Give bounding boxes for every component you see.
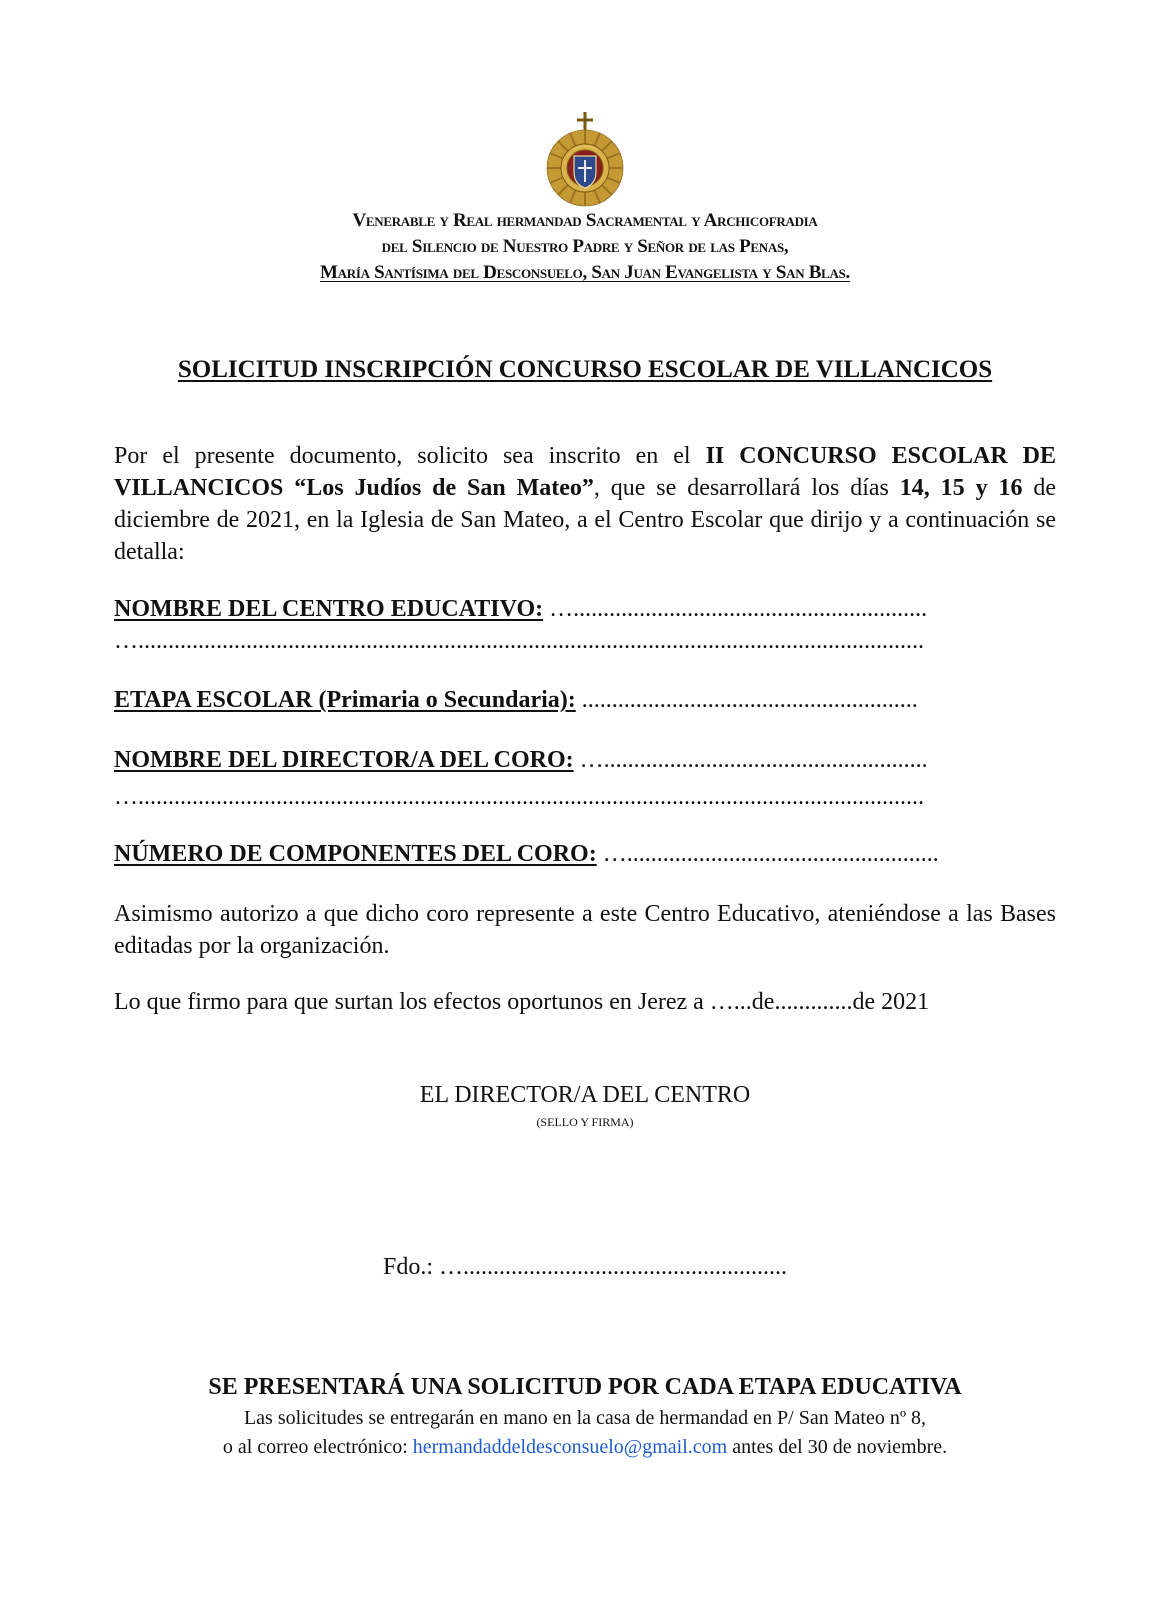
seal-note: (SELLO Y FIRMA) xyxy=(536,1115,634,1129)
director-coro-blank-2[interactable]: …................................................................................................................................... xyxy=(114,784,924,810)
director-coro-blank[interactable]: …...................................................... xyxy=(579,747,928,773)
etapa-escolar-blank[interactable]: ........................................................ xyxy=(581,687,918,713)
footer-email-line: o al correo electrónico: hermandaddeldesconsuelo@gmail.com antes del 30 de noviembre. xyxy=(222,1436,948,1458)
director-coro-field[interactable] xyxy=(114,745,928,775)
director-coro-label: NOMBRE DEL DIRECTOR/A DEL CORO: xyxy=(114,747,574,773)
brotherhood-name-line-1: Venerable y Real hermandad Sacramental y Archicofradia xyxy=(352,210,818,231)
brotherhood-crest-icon xyxy=(543,110,627,210)
componentes-coro-blank[interactable]: ….................................................... xyxy=(602,841,939,867)
centro-educativo-blank[interactable]: …........................................................... xyxy=(549,596,928,622)
centro-educativo-blank-2[interactable]: …................................................................................................................................... xyxy=(114,628,924,654)
email-link[interactable]: hermandaddeldesconsuelo@gmail.com xyxy=(412,1436,728,1458)
authorization-paragraph: Asimismo autorizo a que dicho coro represente a este Centro Educativo, ateniéndose a las Bases editadas por la organización. xyxy=(114,901,1056,959)
footer-delivery-line: Las solicitudes se entregarán en mano en la casa de hermandad en P/ San Mateo nº 8, xyxy=(243,1407,927,1429)
componentes-coro-label: NÚMERO DE COMPONENTES DEL CORO: xyxy=(114,841,597,867)
intro-paragraph: Por el presente documento, solicito sea inscrito en el II CONCURSO ESCOLAR DE VILLANCICOS “Los Judíos de San Mateo”, que se desarrollará los días 14, 15 y 16 de diciembre de 2021, en la Iglesia de San Mateo, a el Centro Escolar que dirijo y a continuación se detalla: xyxy=(114,443,1057,565)
componentes-coro-field[interactable] xyxy=(114,839,939,869)
director-title: EL DIRECTOR/A DEL CENTRO xyxy=(419,1082,751,1108)
brotherhood-name-line-3: María Santísima del Desconsuelo, San Juan Evangelista y San Blas. xyxy=(320,262,850,283)
brotherhood-name-line-2: del Silencio de Nuestro Padre y Señor de las Penas, xyxy=(381,236,789,257)
document-title: SOLICITUD INSCRIPCIÓN CONCURSO ESCOLAR DE VILLANCICOS xyxy=(177,356,993,383)
signature-statement: Lo que firmo para que surtan los efectos oportunos en Jerez a …...de.............de 2021 xyxy=(114,989,930,1015)
etapa-escolar-field[interactable] xyxy=(114,685,918,715)
centro-educativo-label: NOMBRE DEL CENTRO EDUCATIVO: xyxy=(114,596,544,622)
centro-educativo-field[interactable] xyxy=(114,594,927,624)
footer-notice: SE PRESENTARÁ UNA SOLICITUD POR CADA ETAPA EDUCATIVA xyxy=(208,1374,962,1400)
etapa-escolar-label: ETAPA ESCOLAR (Primaria o Secundaria): xyxy=(114,687,576,713)
signature-blank[interactable]: Fdo.: …...................................................... xyxy=(382,1254,787,1280)
